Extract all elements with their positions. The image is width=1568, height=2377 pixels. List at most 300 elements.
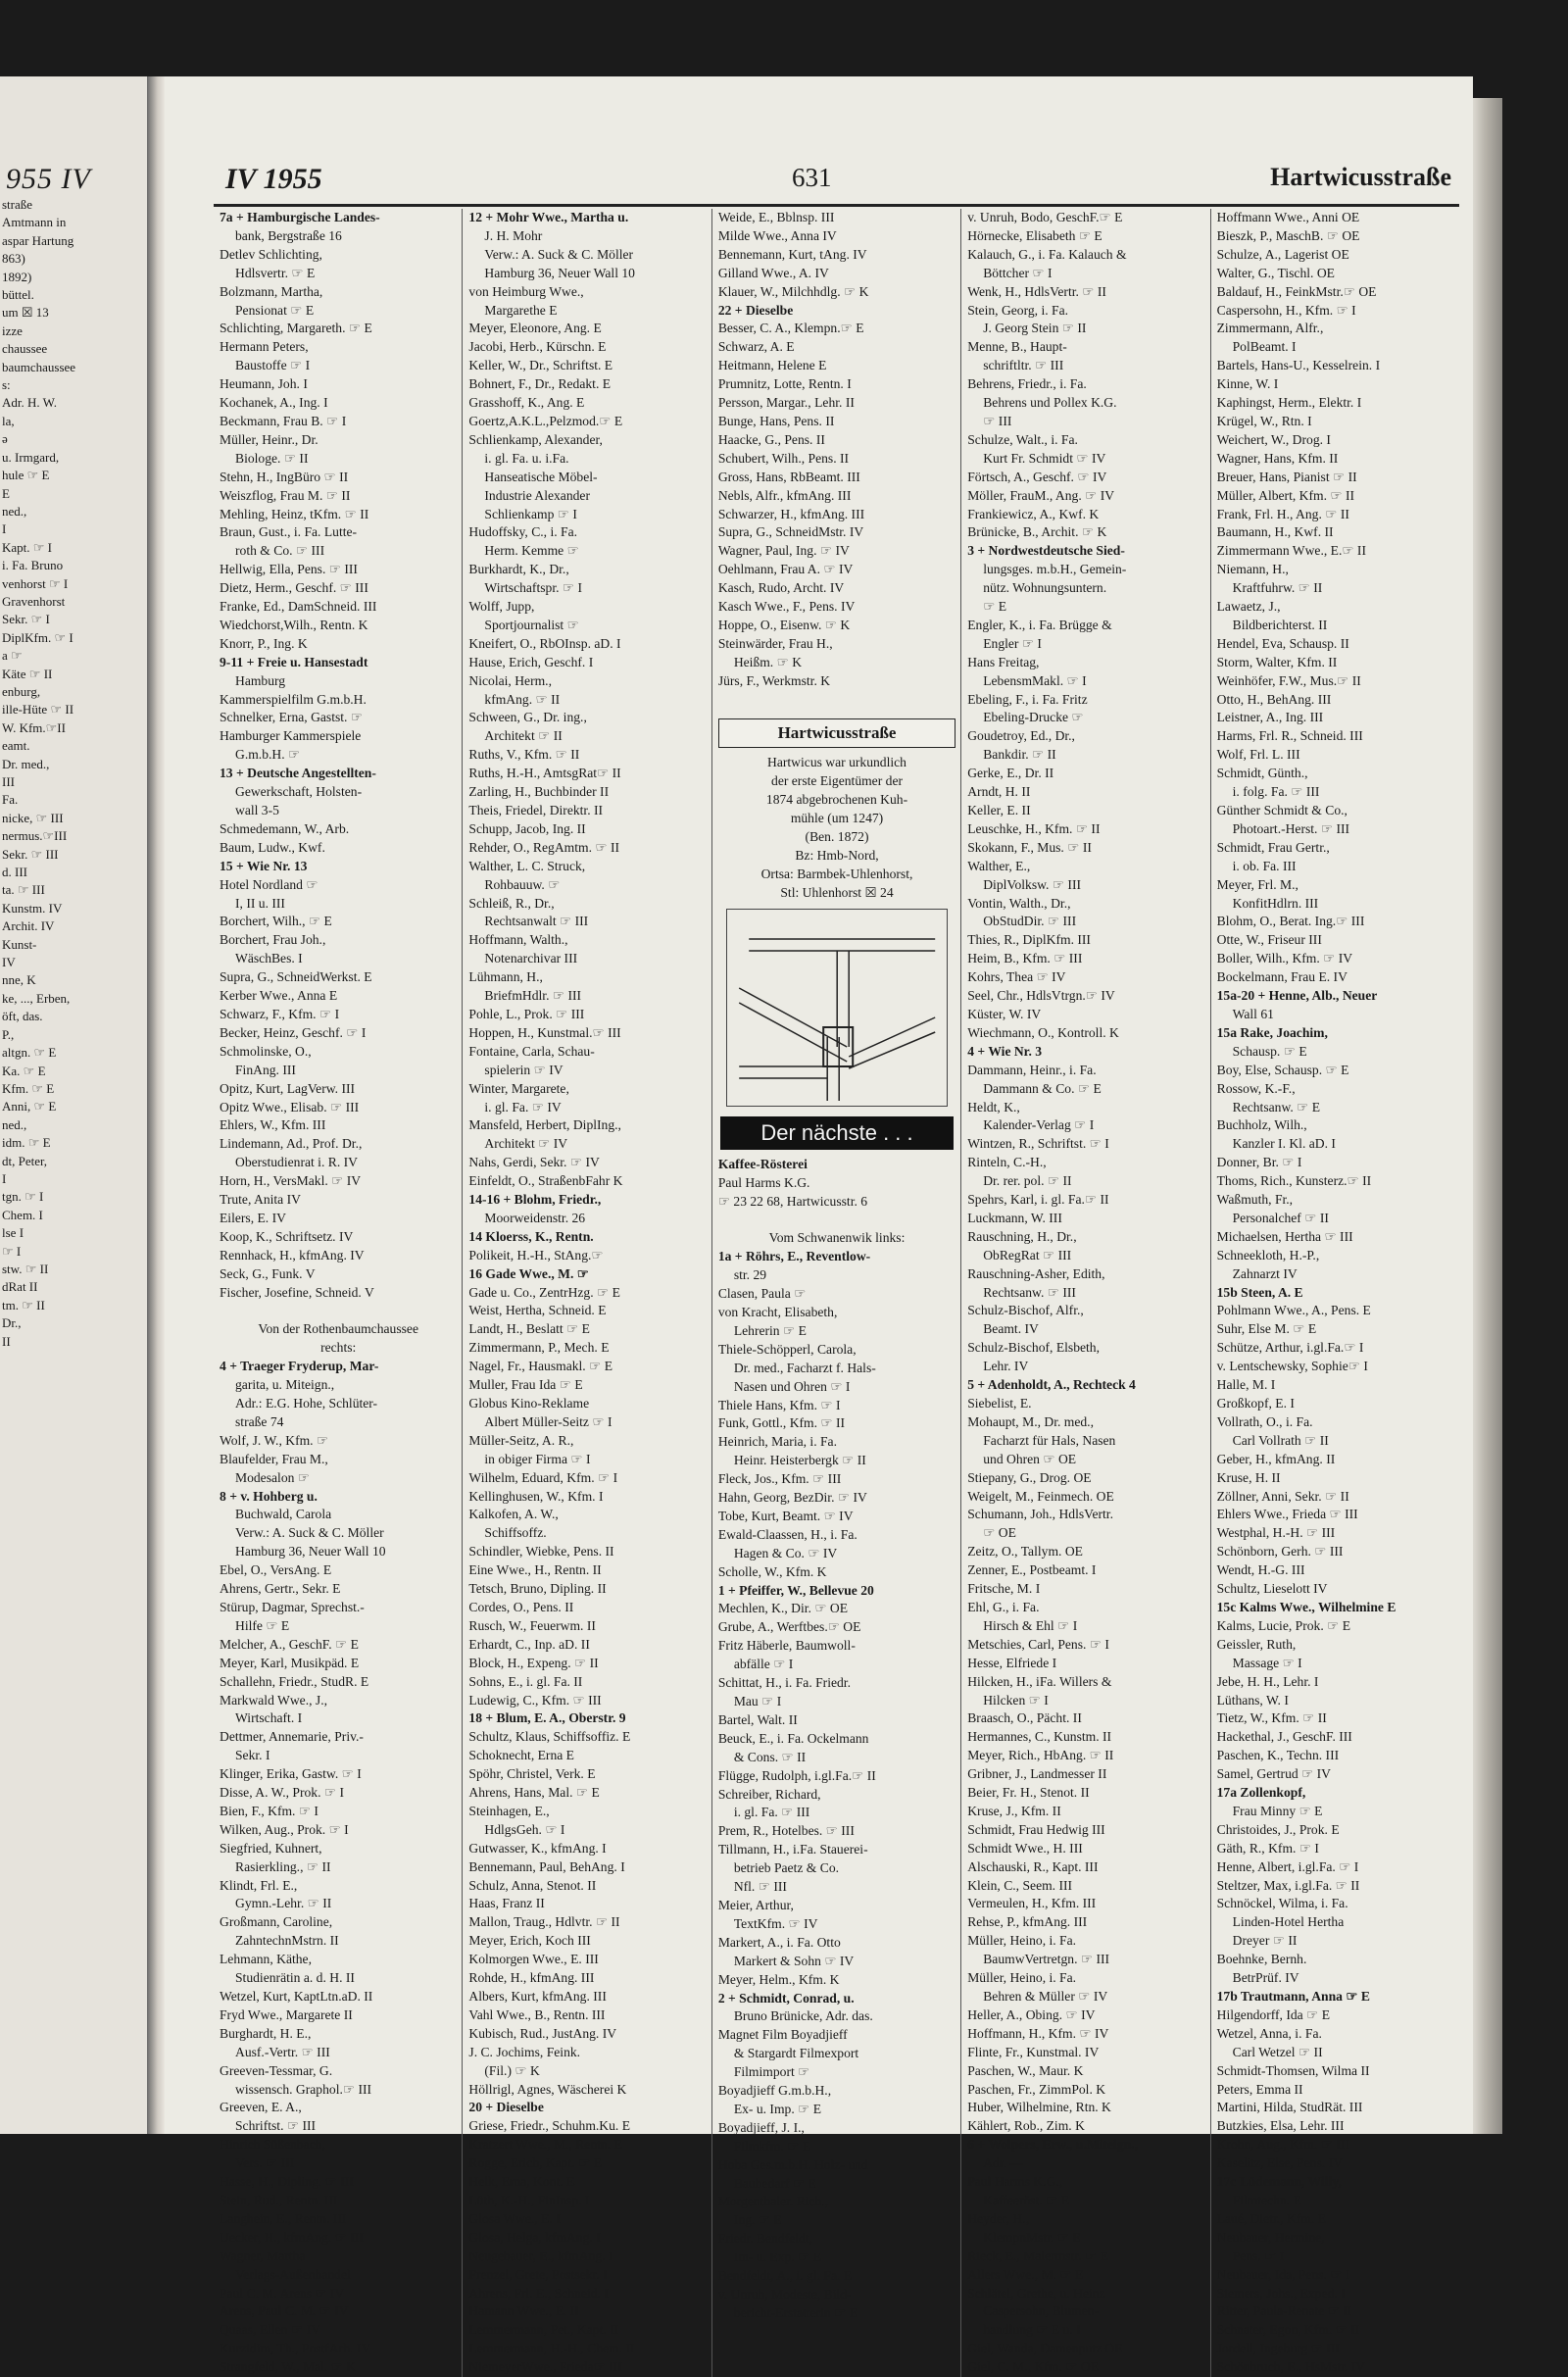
resident-entry: Hamburg 36, Neuer Wall 10 [484,265,635,280]
resident-entry: Ahrens, Frl. E., Schneid. I [468,2285,609,2301]
resident-entry: Schleiß, R., Dr., [468,895,555,911]
left-page-line: dt, Peter, [2,1153,48,1168]
street-map [727,910,947,1106]
resident-entry: Gilland Wwe., A. IV [717,265,829,280]
left-page-line: büttel. [2,287,34,303]
resident-entry: Griese, Friedr., Schuhm.Ku. E [468,2118,631,2134]
resident-entry: Jebe, H. H., Lehr. I [1216,1673,1319,1689]
resident-entry: i. folg. Fa. ☞ III [1232,784,1320,800]
resident-entry: Förtsch, A., Geschf. ☞ IV [967,469,1107,484]
resident-entry: Lawaetz, J., [1216,599,1281,615]
resident-entry: Hilfe ☞ E [235,1617,290,1633]
resident-entry: Glosa Wwe., E. I [468,2210,561,2226]
resident-entry: Hoppe, O., Eisenw. ☞ K [717,617,851,632]
resident-entry: (Ben. 1872) [805,829,869,845]
resident-entry: Thiele-Schöpperl, Carola, [717,1341,857,1357]
resident-entry: Meyer, Erich, Koch III [468,1933,591,1949]
resident-entry: Siemers, Johs., Exped. I [1216,2285,1346,2301]
resident-entry: Ing. ☞ E [733,2212,782,2228]
resident-entry: Hirsch & Ehl ☞ I [983,1617,1078,1633]
house-number-entry: 1 + Pfeiffer, W., Bellevue 20 [717,1582,874,1598]
resident-entry: Vontin, Walth., Dr., [967,895,1071,911]
resident-entry: Sohns, E., i. gl. Fa. II [468,1673,583,1689]
resident-entry: Boller, Wilh., Kfm. ☞ IV [1216,951,1353,966]
resident-entry: Architekt ☞ IV [484,1136,568,1152]
resident-entry: Kurt Fr. Schmidt ☞ IV [983,450,1106,466]
resident-entry: Facharzt für Hals, Nasen [983,1432,1116,1448]
resident-entry: Schulze, Walt., i. Fa. [967,431,1078,447]
resident-entry: Brünicke, B., Archit. ☞ K [967,524,1107,540]
resident-entry: Vom Schwanenwik links: [768,1230,906,1246]
resident-entry: Kerber Wwe., Anna E [220,988,338,1004]
resident-entry: KlempnMstr. ☞ E [983,2229,1081,2245]
left-page-line: IV [2,955,16,970]
resident-entry: Peters, Emma II [1216,2081,1303,2097]
resident-entry: Wagner, Paul, Ing. ☞ IV [717,543,850,559]
resident-entry: Thiele Hans, Kfm. ☞ I [717,1397,841,1412]
resident-entry: Kneifert, O., RbOInsp. aD. I [468,635,621,651]
resident-entry: Winter, Margarete, [468,1080,569,1096]
resident-entry: Burkhardt, K., Dr., [468,562,569,577]
resident-entry: Magnet Film Boyadjieff [717,2027,848,2043]
house-number-entry: 5 + Adenholdt, A., Rechteck 4 [967,1377,1136,1393]
resident-entry: Jacobi, Herb., Kürschn. E [468,339,607,355]
resident-entry: Kasch, Rudo, Archt. IV [717,580,845,596]
resident-entry: Pohlmann Wwe., A., Pens. E [1216,1303,1371,1318]
resident-entry: Supra, G., SchneidWerkst. E [220,969,372,985]
resident-entry: Schultz, Klaus, Schiffsoffiz. E [468,1729,631,1745]
resident-entry: Sportjournalist ☞ [484,617,579,632]
resident-entry: Jürs, F., Werkmstr. K [717,672,831,688]
resident-entry: Braasch, O., Pächt. II [967,1710,1082,1726]
resident-entry: G.m.b.H. ☞ [235,747,301,763]
left-page-line: Käte ☞ II [2,666,53,681]
house-number-entry: 15 + Wie Nr. 13 [220,858,308,873]
resident-entry: Hamburg [235,672,286,688]
resident-entry: Burghardt, H. E., [220,2025,312,2041]
resident-entry: Hendel, Eva, Schausp. II [1216,635,1349,651]
resident-entry: Schlienkamp ☞ I [484,506,577,521]
resident-entry: Theis, Friedel, Direktr. II [468,803,604,817]
resident-entry: HdlgsGeh. ☞ I [484,1821,565,1837]
resident-entry: Mohaupt, M., Dr. med., [967,1413,1094,1429]
resident-entry: Martini, Hilda, StudRät. III [1216,2100,1363,2115]
resident-entry: Hahn, Georg, BezDir. ☞ IV [717,1490,867,1506]
resident-entry: Leuschke, H., Kfm. ☞ II [967,820,1101,836]
resident-entry: J. H. Mohr [484,227,543,243]
resident-entry: Nahs, Gerdi, Sekr. ☞ IV [468,1155,600,1170]
resident-entry: Hellwig, Ella, Pens. ☞ III [220,562,358,577]
resident-entry: Erhardt, C., Inp. aD. II [468,1636,590,1652]
left-page-line: ta. ☞ III [2,882,45,898]
resident-entry: Halle, M. I [1216,1377,1276,1393]
page-number: 631 [792,163,832,192]
resident-entry: Schütze, Arthur, i.gl.Fa.☞ I [1216,1340,1364,1356]
resident-entry: Filmkfm. ☞ E [733,2138,811,2154]
resident-entry: Hackethal, J., GeschF. III [1216,1729,1352,1745]
resident-entry: Pohle, L., Prok. ☞ III [468,1006,585,1021]
resident-entry: Block, H., Expeng. ☞ II [468,1655,599,1670]
resident-entry: Borchert, Frau Joh., [220,932,326,948]
resident-entry: Donner, Br. ☞ I [1216,1155,1302,1170]
resident-entry: Moorweidenstr. 26 [484,1210,586,1225]
resident-entry: von Heimburg Wwe., [468,283,584,299]
resident-entry: Weiszflog, Frau M. ☞ II [220,487,351,503]
resident-entry: Albert Müller-Seitz ☞ I [484,1413,612,1429]
resident-entry: Ehlers Wwe., Frieda ☞ III [1216,1507,1358,1522]
resident-entry: Walter, G., Tischl. OE [1216,265,1335,280]
resident-entry: nütz. Wohnungsuntern. [983,580,1107,596]
resident-entry: Tobe, Kurt, Beamt. ☞ IV [717,1508,854,1523]
resident-entry: Schmidt, Günth., [1216,766,1308,781]
left-page-line: altgn. ☞ E [2,1045,57,1061]
resident-entry: Seck, G., Funk. V [220,1265,316,1281]
resident-entry: Hoffmann, Walth., [468,932,568,948]
resident-entry: Ortsa: Barmbek-Uhlenhorst, [760,866,913,881]
resident-entry: Strangfeld, W., Mal. ☞ K [220,2359,357,2375]
resident-entry: Schiffsoffz. [484,1525,547,1541]
resident-entry: Steinhagen, E., [468,1803,550,1818]
resident-entry: Arens, Paul C. M. ☞ IV [220,2303,349,2319]
resident-entry: Persson, Margar., Lehr. II [717,395,855,411]
resident-entry: Tetsch, Bruno, Dipling. II [468,1581,607,1597]
house-number-entry: 14 Kloerss, K., Rentn. [468,1228,594,1244]
resident-entry: Lehrerin ☞ E [733,1322,807,1338]
resident-entry: Ebeling, F., i. Fa. Fritz [967,691,1088,707]
resident-entry: Hermann Peters, [220,339,309,355]
resident-entry: Uecker, H., kfmAng. ☞ III [220,2229,364,2245]
resident-entry: Weide, E., Bblnsp. III [717,210,835,224]
resident-entry: Walther, E., [967,858,1031,873]
left-page-line: Chem. I [2,1207,43,1222]
left-page-line: Kunstm. IV [2,900,63,916]
street-map-box [726,909,948,1107]
resident-entry: Bennemann, Kurt, tAng. IV [717,246,867,262]
resident-entry: Goertz,A.K.L.,Pelzmod.☞ E [468,413,623,428]
resident-entry: Margarethe E [484,302,558,318]
resident-entry: Vermeulen, H., Kfm. III [967,1896,1097,1911]
resident-entry: Nasen und Ohren ☞ I [733,1378,851,1394]
resident-entry: Stürup, Dagmar, Sprechst.- [220,1599,365,1614]
resident-entry: Bartel, Walt. II [717,1711,798,1727]
left-page-line: um ☒ 13 [2,305,49,321]
resident-entry: Fritz Häberle, Baumwoll- [717,1638,856,1654]
resident-entry: Caspersohn, H., Kfm. ☞ I [1216,302,1356,318]
column-2 [462,209,710,2377]
house-number-entry: 8 + v. Hohberg u. [220,1488,318,1504]
resident-entry: Schlichting, Margareth. ☞ E [220,321,372,336]
resident-entry: Wirtschaftspr. ☞ I [484,580,583,596]
house-number-entry: 15b Steen, A. E [1216,1284,1303,1300]
resident-entry: Schulz-Bischof, Alfr., [967,1303,1084,1318]
resident-entry: Dreyer ☞ II [1232,1933,1298,1949]
resident-entry: Oberstudienrat i. R. IV [235,1155,358,1170]
left-page-line: Kfm. ☞ E [2,1080,55,1096]
resident-entry: Dammann, Heinr., i. Fa. [967,1062,1097,1077]
resident-entry: Bildberichterst. II [1232,617,1328,632]
resident-entry: Hans Freitag, [967,654,1040,669]
resident-entry: Wiechmann, O., Kontroll. K [967,1024,1119,1040]
left-page-line: Fa. [2,792,19,808]
resident-entry: Gewerkschaft, Holsten- [235,784,363,800]
resident-entry: Wirtschaft. I [235,1710,303,1726]
resident-entry: Tietz, W., Kfm. ☞ II [1216,1710,1327,1726]
resident-entry: Frenzel, Grete, Postsekr. I [468,2266,608,2282]
resident-entry: Quaas, Ellen ☞ IV [220,2322,320,2338]
resident-entry: Giel, Wanda, Damenputz OE [967,2341,1123,2356]
resident-entry: Kasch Wwe., F., Pens. IV [717,599,856,615]
resident-entry: Zeitz, O., Tallym. OE [967,1544,1083,1560]
resident-entry: Thoms, Rich., Kunsterz.☞ II [1216,1173,1372,1189]
resident-entry: Buchwald, Carola [235,1507,332,1522]
map-street-line [739,988,847,1047]
resident-entry: Metschies, Carl, Pens. ☞ I [967,1636,1109,1652]
resident-entry: Franke, Ed., DamSchneid. III [220,599,377,615]
house-number-entry: 15a Rake, Joachim, [1216,1024,1328,1040]
resident-entry: Pensionat ☞ E [235,302,315,318]
resident-entry: Kohrs, Thea ☞ IV [967,969,1066,985]
resident-entry: Nagel, Fr., Hausmakl. ☞ E [468,1359,612,1374]
left-page-line: tm. ☞ II [2,1297,45,1312]
resident-entry: Ewald-Claassen, H., i. Fa. [717,1526,858,1542]
resident-entry: Globus Kino-Reklame [468,1396,590,1411]
resident-entry: Rossow, K.-F., [1216,1080,1296,1096]
house-number-entry: 22 + Dieselbe [717,302,794,318]
resident-entry: Bohnert, F., Dr., Redakt. E [468,376,612,392]
resident-entry: & Stargardt Filmexport [733,2046,859,2061]
resident-entry: Weigelt, M., Feinmech. OE [967,1488,1114,1504]
resident-entry: Steinwärder, Frau H., [717,635,833,651]
resident-entry: Schmidt, Frau Hedwig III [967,1821,1105,1837]
left-page-line: Adr. H. W. [2,395,57,411]
resident-entry: Flinte, Fr., Kunstmal. IV [967,2044,1100,2059]
resident-entry: Neubauer, Hermine, [1216,2229,1325,2245]
resident-entry: Friedr. Bendfeldt, [717,2231,813,2247]
resident-entry: ZahntechnMstrn. II [235,1933,339,1949]
resident-entry: Rehse, P., kfmAng. III [967,1914,1088,1930]
resident-entry: Stein, Rud., Rentn. III [220,2192,338,2207]
resident-entry: Heitmann, Helene E [717,358,827,373]
left-page-line: lse I [2,1225,24,1241]
resident-entry: Hartwicus war urkundlich [767,755,906,770]
resident-entry: Siebelist, E. [967,1396,1032,1411]
left-page-line: Dr., [2,1315,22,1331]
resident-entry: Ehl, G., i. Fa. [967,1599,1040,1614]
resident-entry: Bieszk, P., MaschB. ☞ OE [1216,227,1360,243]
resident-entry: Weichert, W., Drog. I [1216,431,1331,447]
left-page-line: ned., [2,503,27,519]
resident-entry: 1874 abgebrochenen Kuh- [765,792,908,808]
resident-entry: Prem, R., Hotelbes. ☞ III [717,1823,855,1839]
resident-entry: WäschBes. I [235,951,303,966]
resident-entry: Gribner, J., Landmesser II [967,1766,1107,1782]
resident-entry: Kaffeeröst. ☞ E [983,2192,1070,2207]
resident-entry: Greeven, E. A., [220,2100,302,2115]
left-page-line: straße [2,197,33,212]
resident-entry: Prumnitz, Lotte, Rentn. I [717,376,852,392]
resident-entry: Schlätel, Grethe, u. Heinz [967,2285,1105,2301]
resident-entry: Schwarz, F., Kfm. ☞ I [220,1006,340,1021]
resident-entry: Wall 61 [1232,1006,1274,1021]
resident-entry: Heinrich, Maria, i. Fa. [717,1434,837,1450]
resident-entry: Schlienkamp, Alexander, [468,431,603,447]
resident-entry: ObRegRat ☞ III [983,1247,1072,1263]
left-page-line: u. Irmgard, [2,449,60,465]
page-header [165,163,1473,202]
resident-entry: Zöllner, Anni, Sekr. ☞ II [1216,1488,1349,1504]
resident-entry: Möller, FrauM., Ang. ☞ IV [967,487,1115,503]
resident-entry: Hoffmann Wwe., Anni OE [1216,210,1360,224]
left-page-line: Gravenhorst [2,593,66,609]
resident-entry: Von der Rothenbaumchaussee [258,1321,418,1337]
resident-entry: spielerin ☞ IV [484,1062,564,1077]
resident-entry: Markert, A., i. Fa. Otto [717,1934,841,1950]
left-page-line: Sekr. ☞ III [2,846,59,862]
resident-entry: Grasshoff, K., Ang. E [468,395,585,411]
house-number-entry: 2 + Schmidt, Conrad, u. [717,1990,855,2006]
resident-entry: kfmAng. ☞ II [484,691,561,707]
resident-entry: Wolff, Jupp, [468,599,535,615]
resident-entry: Verlags-Außenhandel [235,2266,351,2282]
resident-entry: Bockelmann, Frau E. IV [1216,969,1348,985]
resident-entry: Kaselitz, Else, Pens. IV [1216,2155,1343,2171]
resident-entry: Heumann, Joh. I [220,376,308,392]
resident-entry: Frankiewicz, A., Kwf. K [967,506,1100,521]
resident-entry: Schmidt Wwe., H. III [967,1840,1083,1856]
resident-entry: Schoknecht, Erna E [468,1748,574,1763]
left-page-line: dRat II [2,1279,38,1295]
resident-entry: Architekt ☞ II [484,728,563,744]
resident-entry: Milde Wwe., Anna IV [717,227,837,243]
resident-entry: i. ob. Fa. III [1232,858,1297,873]
resident-entry: Fischer, Josefine, Schneid. V [220,1284,374,1300]
resident-entry: Ebel, O., VersAng. E [220,1562,332,1578]
resident-entry: Polikeit, H.-H., StAng.☞ [468,1247,604,1263]
resident-entry: Müller, Heino, i. Fa. [967,1970,1077,1986]
resident-entry: Industrie Alexander [484,487,590,503]
resident-entry: Hanseatische Möbel- [484,469,598,484]
house-number-entry: 9-11 + Freie u. Hansestadt [220,654,368,669]
resident-entry: Hilgendorff, Ida ☞ E [1216,2006,1330,2022]
resident-entry: mühle (um 1247) [790,811,884,826]
column-4 [960,209,1209,2377]
resident-entry: Goudetroy, Ed., Dr., [967,728,1075,744]
resident-entry: Kruse, H. II [1216,1469,1281,1485]
resident-entry: Paschen, W., Maur. K [967,2062,1084,2078]
resident-entry: Klauer, W., Milchhdlg. ☞ K [717,283,869,299]
resident-entry: Heyder, H., [967,2210,1030,2226]
resident-entry: Melcher, A., GeschF. ☞ E [220,1636,359,1652]
resident-entry: Stl: Uhlenhorst ☒ 24 [780,884,894,900]
resident-entry: Skokann, F., Mus. ☞ II [967,839,1092,855]
map-street-line [739,1003,847,1062]
left-page-line: i. Fa. Bruno [2,558,64,573]
resident-entry: Engler, K., i. Fa. Brügge & [967,617,1112,632]
resident-entry: Meyer, Rich., HbAng. ☞ II [967,1748,1114,1763]
resident-entry: i. gl. Fa. ☞ III [733,1805,810,1820]
resident-entry: Haacke, G., Pens. II [717,431,825,447]
resident-entry: Wilhelm, Eduard, Kfm. ☞ I [468,1469,618,1485]
resident-entry: Schönborn, Gerh. ☞ III [1216,1544,1344,1560]
left-page-line: I [2,521,7,537]
resident-entry: Waßmuth, Fr., [1216,1192,1294,1208]
resident-entry: Hudoffsky, C., i. Fa. [468,524,578,540]
resident-entry: Blohm, O., Berat. Ing.☞ III [1216,914,1365,929]
resident-entry: Paschen, K., Techn. III [1216,1748,1340,1763]
resident-entry: schriftltr. ☞ III [983,358,1064,373]
resident-entry: Schnöckel, Wilma, i. Fa. [1216,1896,1348,1911]
house-number-entry: 12 + Mohr Wwe., Martha u. [468,210,629,224]
resident-entry: Besser, C. A., Klempn.☞ E [717,321,864,336]
resident-entry: Boyadjieff, J. I., [717,2119,805,2135]
resident-entry: Heißm. ☞ K [733,654,803,669]
resident-entry: Allers Wwe., M. ☞ E [967,2266,1084,2282]
resident-entry: Behrens und Pollex K.G. [983,395,1117,411]
resident-entry: ☞ III [983,413,1012,428]
resident-entry: Morgenthaler. Rich., [717,2194,829,2209]
resident-entry: Becker, Heinz, Geschf. ☞ I [220,1024,367,1040]
resident-entry: wall 3-5 [235,803,279,817]
resident-entry: Hoffmann, H., Kfm. ☞ IV [967,2025,1109,2041]
resident-entry: und Ohren ☞ OE [983,1451,1077,1466]
resident-entry: Eine Wwe., H., Rentn. II [468,1562,602,1578]
resident-entry: Heinr. Heisterbergk ☞ II [733,1453,866,1468]
resident-entry: Caspersohn, Blumen- [983,2303,1100,2319]
left-page-line: ə [2,431,8,447]
resident-entry: J. C. Jochims, Feink. [468,2044,581,2059]
resident-entry [220,1302,457,1320]
resident-entry: in obiger Firma ☞ I [484,1451,591,1466]
resident-entry: Wenk, H., HdlsVertr. ☞ II [967,283,1106,299]
resident-entry: Kochanek, A., Ing. I [220,395,328,411]
left-page-line: E [2,485,10,501]
resident-entry: Zimmermann, P., Mech. E [468,1340,610,1356]
resident-entry: Behren & Müller ☞ IV [983,1989,1108,2004]
resident-entry: Zimmermann Wwe., E.☞ II [1216,543,1366,559]
resident-entry: Helk, Erna, Kont. E [468,2174,575,2190]
resident-entry: Paul C. M. Arens ☞ IV [220,2285,345,2301]
resident-entry: BaumwVertretgn. ☞ III [983,1952,1110,1967]
resident-entry: Huber, Wilhelmine, Rtn. K [967,2100,1111,2115]
resident-entry: Ruths, H.-H., AmtsgRat☞ II [468,766,621,781]
house-number-entry: 16 Gade Wwe., M. ☞ [468,1265,589,1281]
resident-entry: Küster, W. IV [967,1006,1042,1021]
house-number-entry: 15a-20 + Henne, Alb., Neuer [1216,988,1378,1004]
left-page-line: stw. ☞ II [2,1261,49,1276]
resident-entry: Frank, Frl. H., Ang. ☞ II [1216,506,1349,521]
resident-entry: wissensch. Graphol.☞ III [235,2081,372,2097]
resident-entry: Vers. ☞ III [235,2155,295,2171]
resident-entry: Scholle, W., Kfm. K [717,1563,827,1579]
resident-entry: Breuer, Hans, Pianist ☞ II [1216,469,1357,484]
resident-entry: Opitz, Kurt, LagVerw. III [220,1080,356,1096]
resident-entry: Großmann, Caroline, [220,1914,333,1930]
resident-entry: Gutwasser, K., kfmAng. I [468,1840,607,1856]
resident-entry: Schittat, H., i. Fa. Friedr. [717,1675,851,1691]
resident-entry: Hotel Nordland ☞ [220,876,318,892]
resident-entry: Muller, Frau Ida ☞ E [468,1377,583,1393]
resident-entry: Hause, Erich, Geschf. I [468,654,594,669]
resident-entry: Gymn.-Lehr. ☞ II [235,1896,332,1911]
resident-entry: Beier, Fr. H., Stenot. II [967,1785,1090,1801]
left-page-line: hule ☞ E [2,468,50,483]
left-page-line: 1892) [2,269,32,284]
resident-entry: Dr. rer. pol. ☞ II [983,1173,1072,1189]
house-number-entry: 15c Kalms Wwe., Wilhelmine E [1216,1599,1396,1614]
header-street: Hartwicusstraße [1270,163,1451,191]
resident-entry: v. Unruh, Modeste, Bild- [717,2287,852,2302]
left-page-line: a ☞ [2,648,23,664]
